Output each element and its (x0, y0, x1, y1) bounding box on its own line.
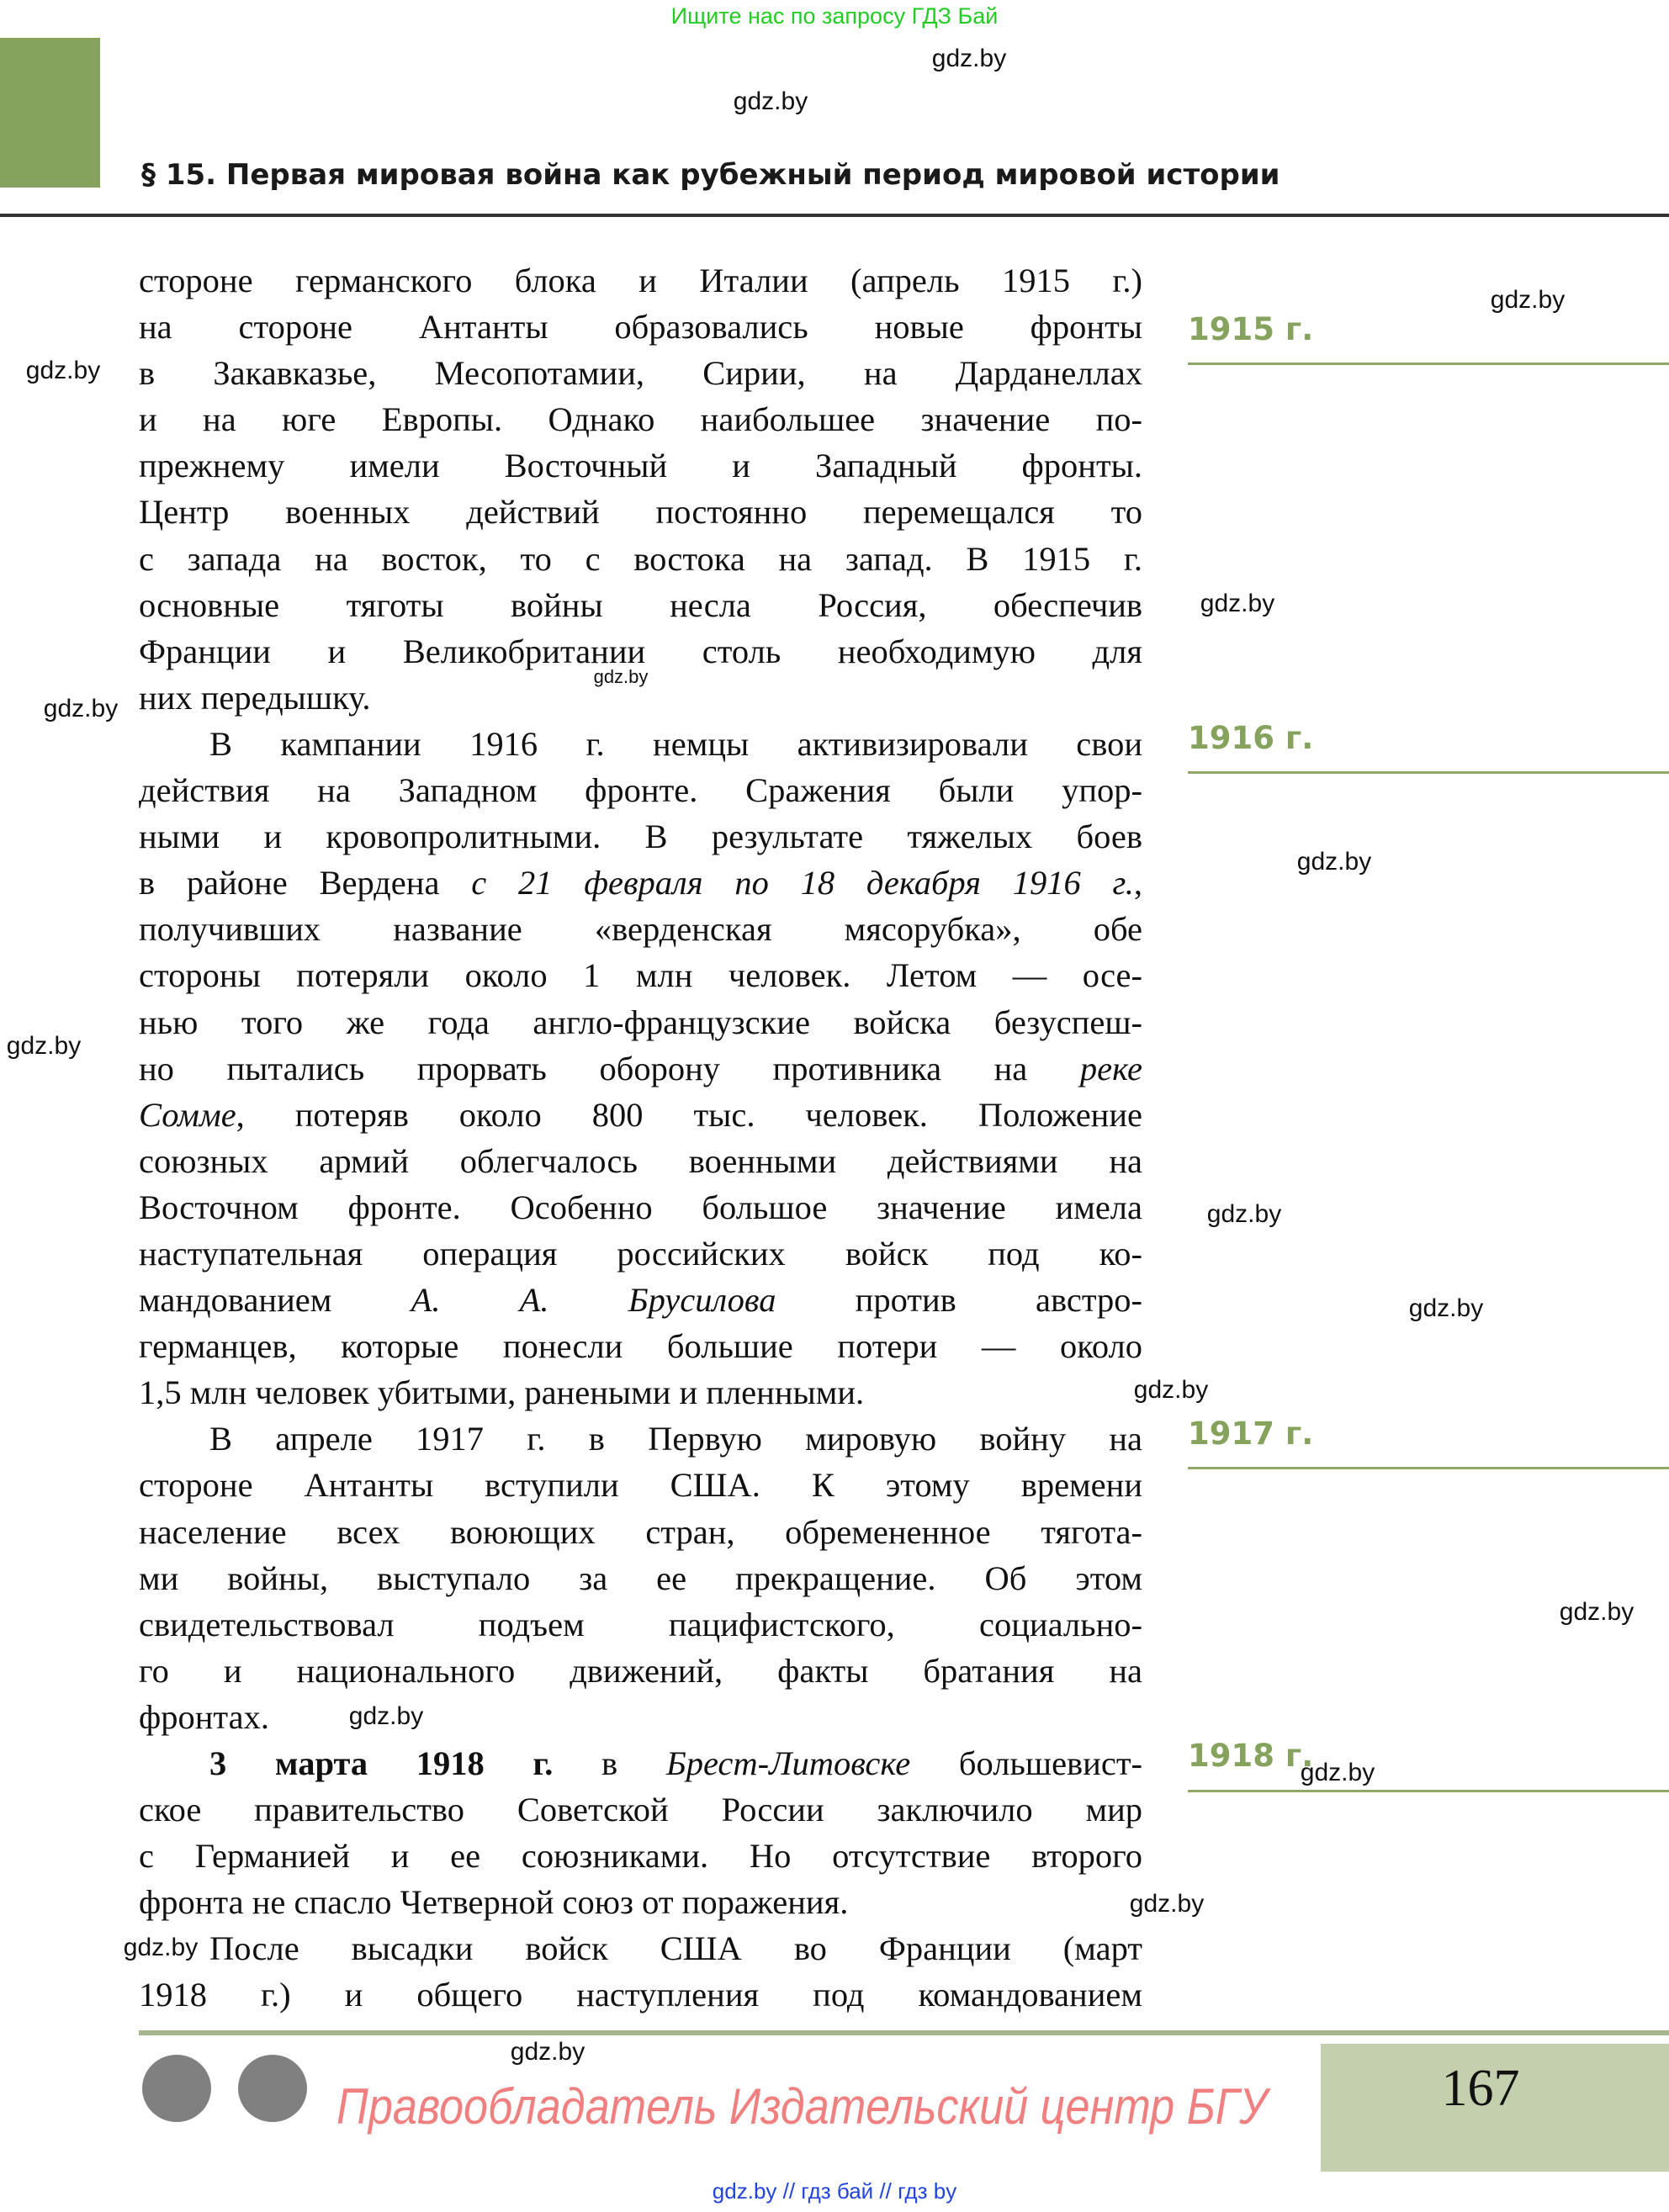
text-line (139, 536, 1142, 582)
text-segment: В апреле 1917 г. в Первую мировую войну на (209, 1420, 1142, 1458)
text-segment: го и национального движений, факты братания на (139, 1651, 1142, 1690)
text-segment: После высадки войск США во Франции (март (209, 1929, 1142, 1968)
italic-text: А. А. Брусилова (411, 1281, 776, 1320)
text-segment: Центр военных действий постоянно перемещался то (139, 493, 1142, 532)
margin-year-1918: 1918 г. (1188, 1738, 1314, 1774)
text-segment: ское правительство Советской России заключило мир (139, 1791, 1142, 1829)
text-segment: свидетельствовал подъем пацифистского, социально- (139, 1605, 1142, 1643)
text-segment: с Германией и ее союзниками. Но отсутствие второго (139, 1837, 1142, 1876)
bottom-links: gdz.by // гдз бай // гдз by (712, 2178, 957, 2204)
margin-rule (1188, 1467, 1669, 1469)
margin-year-1916: 1916 г. (1188, 720, 1314, 756)
text-line (139, 1230, 1142, 1277)
chapter-title: § 15. Первая мировая война как рубежный период мировой истории (141, 158, 1280, 192)
text-segment: стороне Антанты вступили США. К этому времени (139, 1466, 1142, 1505)
text-segment: фронтах. (139, 1697, 269, 1736)
text-segment: наступательная операция российских войск под ко- (139, 1234, 1142, 1273)
text-line (139, 582, 1142, 628)
text-segment: действия на Западном фронте. Сражения были упор- (139, 771, 1142, 810)
margin-year-1917: 1917 г. (1188, 1416, 1314, 1452)
text-line (139, 1694, 1142, 1740)
watermark: gdz.by (593, 666, 649, 687)
text-line (139, 1971, 1142, 2018)
text-line (139, 1416, 1142, 1462)
text-line (139, 1369, 1142, 1416)
watermark: gdz.by (123, 1934, 199, 1961)
text-line (139, 396, 1142, 442)
text-line (139, 1601, 1142, 1648)
text-segment: большевист- (910, 1744, 1143, 1782)
text-segment: в Закавказье, Месопотамии, Сирии, на Дарданеллах (139, 354, 1142, 393)
text-line (139, 999, 1142, 1045)
text-line (139, 952, 1142, 998)
text-segment: Восточном фронте. Особенно большое значение имела (139, 1188, 1142, 1226)
text-line (139, 860, 1142, 906)
text-segment: в (553, 1744, 666, 1782)
text-segment: В кампании 1916 г. немцы активизировали свои (209, 724, 1142, 763)
text-segment: них передышку. (139, 678, 371, 717)
watermark: gdz.by (25, 357, 101, 384)
text-line (139, 1740, 1142, 1786)
bold-text: 3 марта 1918 г. (209, 1744, 554, 1782)
text-line (139, 1184, 1142, 1230)
italic-text: Сомме (139, 1095, 236, 1134)
text-line (139, 1648, 1142, 1694)
chapter-color-tab (0, 38, 100, 188)
watermark: gdz.by (1200, 590, 1275, 617)
text-line (139, 1323, 1142, 1369)
text-line (139, 1045, 1142, 1092)
footer-divider (139, 2030, 1669, 2035)
watermark: gdz.by (1129, 1890, 1205, 1918)
watermark: gdz.by (1133, 1376, 1209, 1404)
watermark: gdz.by (348, 1702, 424, 1730)
text-segment: союзных армий облегчалось военными действиями на (139, 1141, 1142, 1180)
text-segment: 1,5 млн человек убитыми, ранеными и пленными. (139, 1373, 865, 1412)
text-line (139, 304, 1142, 350)
text-line (139, 257, 1142, 304)
body-text (139, 257, 1142, 2019)
text-line (139, 721, 1142, 767)
margin-rule (1188, 1790, 1669, 1792)
watermark: gdz.by (1490, 286, 1566, 314)
text-segment: население всех воюющих стран, обремененное тягота- (139, 1512, 1142, 1551)
text-segment: ми войны, выступало за ее прекращение. Об этом (139, 1558, 1142, 1597)
copyright-notice: Правообладатель Издательский центр БГУ (336, 2078, 1268, 2135)
text-segment: получивших название «верденская мясорубка», обе (139, 910, 1142, 949)
watermark: gdz.by (510, 2038, 585, 2066)
text-line (139, 813, 1142, 860)
watermark: gdz.by (43, 695, 119, 722)
watermark: gdz.by (1296, 848, 1372, 876)
search-banner: Ищите нас по запросу ГДЗ Бай (670, 3, 999, 29)
watermark: gdz.by (1559, 1598, 1635, 1626)
text-segment: стороны потеряли около 1 млн человек. Летом — осе- (139, 956, 1142, 995)
text-segment: и на юге Европы. Однако наибольшее значение по- (139, 400, 1142, 439)
text-line (139, 1786, 1142, 1833)
text-line (139, 1509, 1142, 1555)
text-segment: против австро- (776, 1281, 1143, 1320)
text-line (139, 1092, 1142, 1138)
text-segment: нью того же года англо-французские войска безуспеш- (139, 1003, 1142, 1041)
watermark: gdz.by (1300, 1759, 1375, 1786)
circle-icon (142, 2055, 211, 2122)
text-segment: , (1133, 864, 1143, 902)
watermark: gdz.by (1206, 1200, 1282, 1228)
text-line (139, 1555, 1142, 1601)
text-segment: стороне германского блока и Италии (апрель 1915 г.) (139, 262, 1142, 299)
text-segment: на стороне Антанты образовались новые фронты (139, 308, 1142, 347)
text-line (139, 442, 1142, 489)
text-line (139, 1277, 1142, 1323)
page-number: 167 (1441, 2060, 1520, 2117)
italic-text: с 21 февраля по 18 декабря 1916 г. (471, 864, 1134, 902)
text-line (139, 1462, 1142, 1508)
text-line (139, 489, 1142, 535)
text-line (139, 1879, 1142, 1925)
text-segment: основные тяготы войны несла Россия, обеспечив (139, 585, 1142, 624)
watermark: gdz.by (6, 1032, 82, 1060)
text-segment: мандованием (139, 1281, 411, 1320)
text-segment: ными и кровопролитными. В результате тяжелых боев (139, 818, 1142, 856)
italic-text: реке (1079, 1049, 1142, 1087)
text-line (139, 906, 1142, 952)
text-segment: , потеряв около 800 тыс. человек. Положение (236, 1095, 1142, 1134)
text-line (139, 767, 1142, 813)
text-segment: но пытались прорвать оборону противника на (139, 1049, 1080, 1087)
text-line (139, 350, 1142, 396)
header-divider (0, 214, 1669, 217)
text-segment: Франции и Великобритании столь необходимую для (139, 632, 1142, 670)
text-line (139, 1138, 1142, 1184)
margin-year-1915: 1915 г. (1188, 311, 1314, 347)
text-line (139, 1925, 1142, 1971)
text-segment: германцев, которые понесли большие потери — около (139, 1327, 1142, 1366)
text-segment: фронта не спасло Четверной союз от поражения. (139, 1883, 849, 1922)
watermark: gdz.by (733, 87, 808, 115)
text-segment: в районе Вердена (139, 864, 472, 902)
text-line (139, 1833, 1142, 1879)
text-segment: с запада на восток, то с востока на запад. В 1915 г. (139, 539, 1142, 578)
text-segment: 1918 г.) и общего наступления под командованием (139, 1976, 1142, 2014)
margin-rule (1188, 771, 1669, 774)
margin-rule (1188, 362, 1669, 365)
italic-text: Брест-Литовске (665, 1744, 911, 1782)
watermark: gdz.by (931, 45, 1007, 72)
text-segment: прежнему имели Восточный и Западный фронты. (139, 447, 1142, 485)
watermark: gdz.by (1408, 1294, 1484, 1322)
circle-icon (238, 2055, 307, 2122)
